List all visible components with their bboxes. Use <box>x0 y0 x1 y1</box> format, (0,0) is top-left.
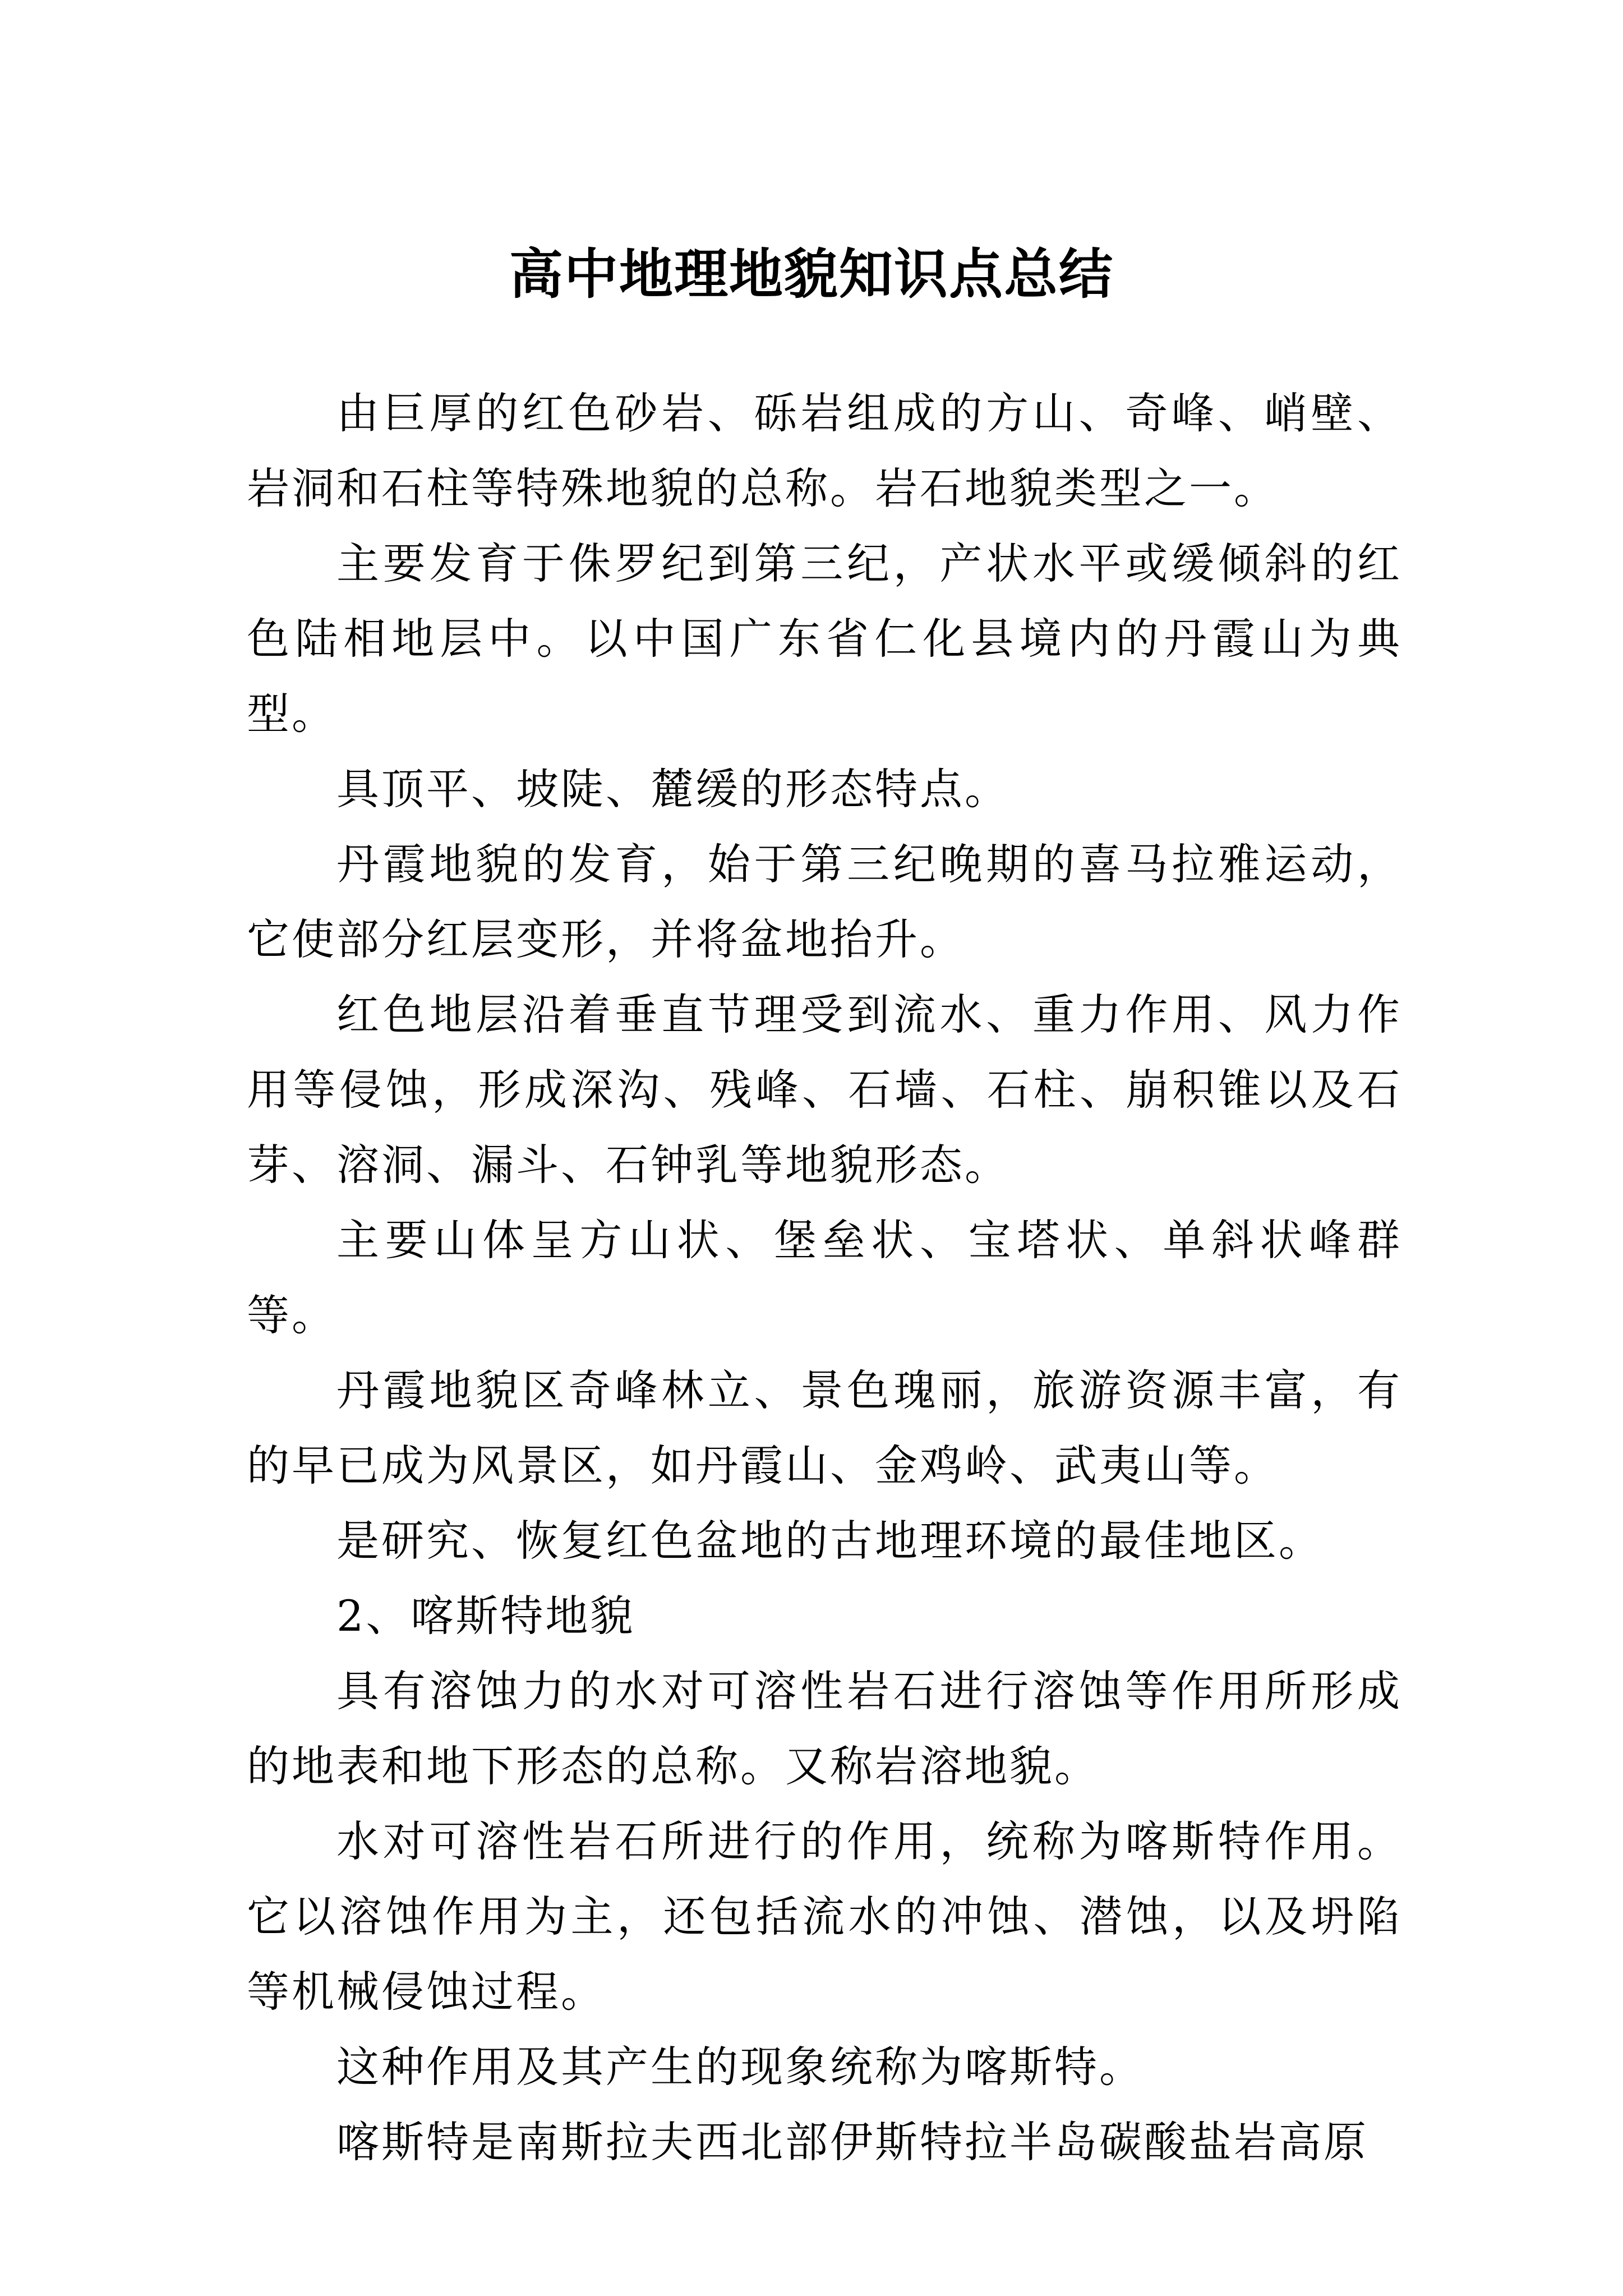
paragraph-karst-definition: 具有溶蚀力的水对可溶性岩石进行溶蚀等作用所形成的地表和地下形态的总称。又称岩溶地貌。 <box>247 1666 1402 1791</box>
paragraph-danxia-tourism: 丹霞地貌区奇峰林立、景色瑰丽，旅游资源丰富，有的早已成为风景区，如丹霞山、金鸡岭、武夷山等。 <box>247 1365 1402 1490</box>
paragraph-karst-term: 这种作用及其产生的现象统称为喀斯特。 <box>336 2042 1144 2092</box>
paragraph-danxia-research: 是研究、恢复红色盆地的古地理环境的最佳地区。 <box>336 1516 1324 1566</box>
paragraph-danxia-erosion: 红色地层沿着垂直节理受到流水、重力作用、风力作用等侵蚀，形成深沟、残峰、石墙、石柱、崩积锥以及石芽、溶洞、漏斗、石钟乳等地貌形态。 <box>247 990 1402 1190</box>
paragraph-karst-origin-name: 喀斯特是南斯拉夫西北部伊斯特拉半岛碳酸盐岩高原 <box>336 2117 1368 2167</box>
document-title: 高中地理地貌知识点总结 <box>509 242 1114 306</box>
paragraph-danxia-mountain-shapes: 主要山体呈方山状、堡垒状、宝塔状、单斜状峰群等。 <box>247 1215 1402 1340</box>
paragraph-danxia-definition: 由巨厚的红色砂岩、砾岩组成的方山、奇峰、峭壁、岩洞和石柱等特殊地貌的总称。岩石地貌类型之一。 <box>247 388 1402 513</box>
paragraph-danxia-origin: 丹霞地貌的发育，始于第三纪晚期的喜马拉雅运动，它使部分红层变形，并将盆地抬升。 <box>247 839 1402 964</box>
document-body <box>247 376 1402 2180</box>
paragraph-danxia-features: 具顶平、坡陡、麓缓的形态特点。 <box>336 764 1009 814</box>
section-heading-karst: 2、喀斯特地貌 <box>336 1591 635 1641</box>
paragraph-danxia-development: 主要发育于侏罗纪到第三纪，产状水平或缓倾斜的红色陆相地层中。以中国广东省仁化县境内的丹霞山为典型。 <box>247 539 1402 739</box>
paragraph-karst-process: 水对可溶性岩石所进行的作用，统称为喀斯特作用。它以溶蚀作用为主，还包括流水的冲蚀、潜蚀，以及坍陷等机械侵蚀过程。 <box>247 1816 1402 2017</box>
